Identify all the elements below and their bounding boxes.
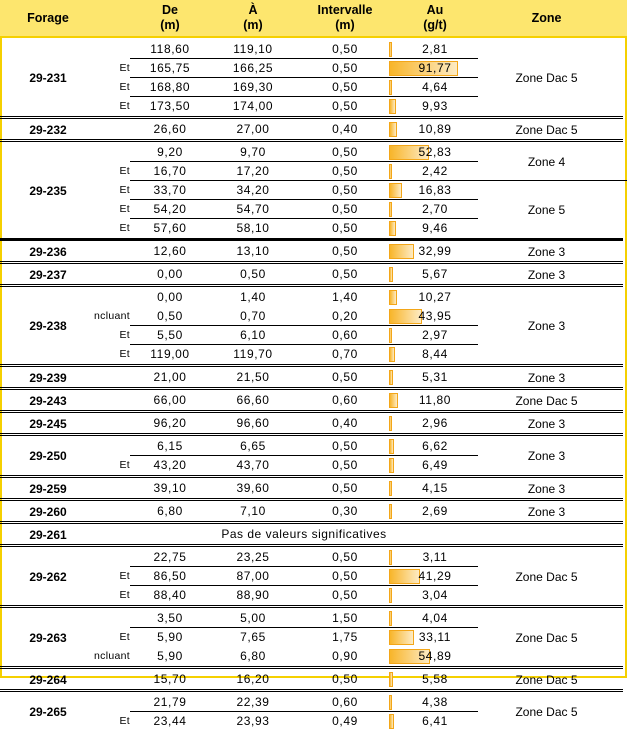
to-depth: 119,70 [233, 347, 273, 361]
forage-id: 29-236 [29, 244, 67, 259]
interval-length: 0,60 [332, 695, 358, 709]
to-depth: 7,65 [240, 630, 266, 644]
to-depth: 13,10 [236, 244, 270, 258]
interval-length: 0,60 [332, 393, 358, 407]
group-separator [0, 544, 623, 547]
to-depth: 6,80 [240, 649, 266, 663]
drillhole-group [0, 242, 627, 261]
row-divider [130, 77, 478, 78]
row-divider [130, 96, 478, 97]
to-depth: 119,10 [233, 42, 273, 56]
connector-label: ncluant [94, 650, 130, 662]
connector-label: Et [119, 203, 130, 215]
from-depth: 43,20 [153, 458, 187, 472]
interval-length: 0,50 [332, 458, 358, 472]
header-de [135, 0, 205, 36]
interval-length: 0,90 [332, 649, 358, 663]
drillhole-group [0, 437, 627, 475]
gold-grade: 3,04 [422, 588, 448, 602]
zone-label: Zone Dac 5 [515, 630, 578, 645]
zone-label: Zone Dac 5 [515, 393, 578, 408]
forage-id: 29-235 [29, 183, 67, 198]
forage-id: 29-232 [29, 122, 67, 137]
interval-length: 0,70 [332, 347, 358, 361]
to-depth: 0,70 [240, 309, 266, 323]
forage-id: 29-238 [29, 319, 67, 333]
header-au-unit: (g/t) [423, 18, 447, 32]
group-separator [0, 116, 623, 119]
from-depth: 0,00 [157, 267, 183, 281]
forage-id: 29-259 [29, 481, 67, 496]
grade-databar [389, 202, 392, 217]
header-forage [8, 0, 88, 36]
gold-grade: 8,44 [422, 347, 448, 361]
to-depth: 54,70 [236, 202, 270, 216]
from-depth: 54,20 [153, 202, 187, 216]
to-depth: 21,50 [236, 370, 270, 384]
interval-length: 0,50 [332, 550, 358, 564]
interval-length: 0,50 [332, 221, 358, 235]
drillhole-group [0, 548, 627, 605]
zone-label: Zone Dac 5 [515, 672, 578, 687]
row-divider [130, 585, 478, 586]
row-divider [130, 161, 478, 162]
gold-grade: 4,64 [422, 80, 448, 94]
drillhole-group [0, 40, 627, 116]
to-depth: 88,90 [236, 588, 270, 602]
connector-label: Et [119, 81, 130, 93]
forage-id: 29-231 [29, 71, 67, 85]
no-significant-values-note: Pas de valeurs significatives [221, 527, 387, 541]
from-depth: 168,80 [149, 80, 191, 94]
zone-label: Zone 3 [527, 370, 566, 385]
grade-databar [389, 416, 392, 431]
connector-label: Et [119, 631, 130, 643]
from-depth: 16,70 [153, 164, 187, 178]
to-depth: 17,20 [236, 164, 270, 178]
grade-databar [389, 504, 392, 519]
from-depth: 0,00 [157, 290, 183, 304]
grade-databar [389, 714, 394, 729]
drillhole-group [0, 265, 627, 284]
connector-label: Et [119, 62, 130, 74]
to-depth: 5,00 [240, 611, 266, 625]
from-depth: 165,75 [149, 61, 191, 75]
to-depth: 6,65 [240, 439, 266, 453]
zone-label: Zone Dac 5 [515, 705, 578, 719]
from-depth: 119,00 [150, 347, 190, 361]
interval-length: 0,50 [332, 99, 358, 113]
zone-label: Zone Dac 5 [515, 71, 578, 85]
connector-label: Et [119, 348, 130, 360]
drillhole-group [0, 609, 627, 666]
from-depth: 3,50 [157, 611, 183, 625]
to-depth: 96,60 [236, 416, 270, 430]
gold-grade: 16,83 [418, 183, 452, 197]
zone-label: Zone 3 [527, 449, 566, 463]
connector-label: Et [119, 165, 130, 177]
from-depth: 5,90 [157, 630, 183, 644]
connector-label: Et [119, 329, 130, 341]
header-a-unit: (m) [243, 18, 263, 32]
to-depth: 9,70 [240, 145, 266, 159]
to-depth: 34,20 [236, 183, 270, 197]
grade-databar [389, 80, 392, 95]
gold-grade: 33,11 [418, 630, 452, 644]
interval-length: 1,50 [332, 611, 358, 625]
gold-grade: 5,31 [422, 370, 448, 384]
interval-length: 0,50 [332, 42, 358, 56]
drillhole-group [0, 143, 627, 238]
forage-id: 29-239 [29, 370, 67, 385]
table-header [0, 0, 627, 38]
gold-grade: 11,80 [418, 393, 452, 407]
group-separator [0, 410, 623, 413]
to-depth: 169,30 [232, 80, 274, 94]
group-separator [0, 139, 623, 142]
group-separator [0, 433, 623, 436]
interval-length: 1,40 [332, 290, 358, 304]
forage-id: 29-262 [29, 569, 67, 584]
gold-grade: 5,67 [422, 267, 448, 281]
from-depth: 21,79 [153, 695, 187, 709]
forage-id: 29-260 [29, 504, 67, 519]
interval-length: 0,50 [332, 481, 358, 495]
gold-grade: 6,49 [422, 458, 448, 472]
zone-label: Zone 5 [527, 202, 566, 217]
gold-grade: 9,46 [422, 221, 448, 235]
header-a-label: À [248, 3, 258, 17]
grade-databar [389, 611, 392, 626]
gold-grade: 41,29 [418, 569, 452, 583]
row-divider [130, 455, 478, 456]
from-depth: 21,00 [153, 370, 187, 384]
drillhole-group [0, 693, 627, 731]
header-intervalle-label: Intervalle [317, 3, 373, 17]
from-depth: 86,50 [153, 569, 187, 583]
drillhole-group [0, 502, 627, 521]
interval-length: 0,50 [332, 145, 358, 159]
grade-databar [389, 99, 396, 114]
group-separator [0, 475, 623, 478]
to-depth: 39,60 [236, 481, 270, 495]
from-depth: 173,50 [149, 99, 191, 113]
from-depth: 9,20 [157, 145, 183, 159]
from-depth: 6,15 [157, 439, 183, 453]
header-au [400, 0, 470, 36]
header-forage-label: Forage [27, 10, 69, 25]
forage-id: 29-245 [29, 416, 67, 431]
group-separator [0, 521, 623, 524]
connector-label: Et [119, 100, 130, 112]
from-depth: 57,60 [153, 221, 187, 235]
to-depth: 66,60 [236, 393, 270, 407]
forage-id: 29-243 [29, 393, 67, 408]
grade-databar [389, 347, 395, 362]
row-divider [130, 344, 478, 345]
interval-length: 0,50 [332, 183, 358, 197]
drillhole-group [0, 120, 627, 139]
interval-length: 0,50 [332, 80, 358, 94]
grade-databar [389, 550, 392, 565]
header-de-unit: (m) [160, 18, 180, 32]
to-depth: 6,10 [240, 328, 266, 342]
zone-label: Zone 3 [527, 244, 566, 259]
header-au-label: Au [426, 3, 444, 17]
drillhole-group [0, 479, 627, 498]
grade-databar [389, 370, 393, 385]
header-a [218, 0, 288, 36]
interval-length: 0,20 [332, 309, 358, 323]
gold-grade: 2,69 [422, 504, 448, 518]
zone-label: Zone 3 [527, 416, 566, 431]
gold-grade: 52,83 [418, 145, 452, 159]
group-separator [0, 689, 623, 692]
row-divider [130, 711, 478, 712]
from-depth: 33,70 [153, 183, 187, 197]
zone-label: Zone 3 [527, 319, 566, 333]
to-depth: 23,25 [236, 550, 270, 564]
interval-length: 0,50 [332, 439, 358, 453]
zone-label: Zone Dac 5 [515, 569, 578, 584]
grade-databar [389, 588, 392, 603]
from-depth: 88,40 [153, 588, 187, 602]
from-depth: 5,90 [157, 649, 183, 663]
gold-grade: 10,27 [418, 290, 452, 304]
grade-databar [389, 122, 397, 137]
from-depth: 118,60 [150, 42, 190, 56]
header-de-label: De [162, 3, 178, 17]
to-depth: 27,00 [236, 122, 270, 136]
grade-databar [389, 695, 392, 710]
from-depth: 0,50 [157, 309, 183, 323]
zone-label: Zone 3 [527, 267, 566, 282]
gold-grade: 2,70 [422, 202, 448, 216]
gold-grade: 9,93 [422, 99, 448, 113]
header-zone-label: Zone [531, 10, 562, 25]
gold-grade: 54,89 [418, 649, 452, 663]
gold-grade: 5,58 [422, 672, 448, 686]
grade-databar [389, 267, 393, 282]
group-separator [0, 284, 623, 287]
gold-grade: 2,97 [422, 328, 448, 342]
to-depth: 43,70 [236, 458, 270, 472]
row-divider [130, 325, 478, 326]
to-depth: 23,93 [236, 714, 270, 728]
group-separator [0, 605, 623, 608]
interval-length: 0,40 [332, 122, 358, 136]
row-divider [130, 58, 478, 59]
connector-label: Et [119, 222, 130, 234]
gold-grade: 6,41 [422, 714, 448, 728]
header-zone [470, 0, 623, 36]
grade-databar [389, 458, 394, 473]
gold-grade: 2,96 [422, 416, 448, 430]
group-separator [0, 498, 623, 501]
interval-length: 0,50 [332, 569, 358, 583]
grade-databar [389, 481, 392, 496]
to-depth: 58,10 [236, 221, 270, 235]
forage-id: 29-237 [29, 267, 67, 282]
interval-length: 0,50 [332, 370, 358, 384]
connector-label: Et [119, 184, 130, 196]
interval-length: 0,50 [332, 61, 358, 75]
gold-grade: 4,04 [422, 611, 448, 625]
drillhole-group [0, 525, 627, 544]
drillhole-group [0, 391, 627, 410]
gold-grade: 43,95 [418, 309, 452, 323]
to-depth: 22,39 [236, 695, 270, 709]
to-depth: 1,40 [240, 290, 266, 304]
from-depth: 23,44 [153, 714, 187, 728]
interval-length: 0,50 [332, 672, 358, 686]
gold-grade: 3,11 [422, 550, 448, 564]
from-depth: 15,70 [153, 672, 187, 686]
from-depth: 6,80 [157, 504, 183, 518]
gold-grade: 4,38 [422, 695, 448, 709]
gold-grade: 4,15 [422, 481, 448, 495]
to-depth: 0,50 [240, 267, 266, 281]
interval-length: 0,50 [332, 202, 358, 216]
interval-length: 0,50 [332, 588, 358, 602]
group-separator [0, 261, 623, 264]
connector-label: Et [119, 715, 130, 727]
grade-databar [389, 164, 392, 179]
to-depth: 87,00 [236, 569, 270, 583]
gold-grade: 32,99 [418, 244, 452, 258]
grade-databar [389, 42, 392, 57]
drillhole-group [0, 288, 627, 364]
gold-grade: 91,77 [418, 61, 452, 75]
from-depth: 66,00 [153, 393, 187, 407]
to-depth: 174,00 [232, 99, 274, 113]
interval-length: 0,50 [332, 267, 358, 281]
to-depth: 166,25 [232, 61, 274, 75]
grade-databar [389, 439, 394, 454]
gold-grade: 2,42 [422, 164, 448, 178]
zone-label: Zone 3 [527, 481, 566, 496]
group-separator [0, 364, 623, 367]
row-divider [130, 218, 478, 219]
forage-id: 29-263 [29, 630, 67, 645]
from-depth: 26,60 [153, 122, 187, 136]
row-divider [130, 199, 478, 200]
interval-length: 0,30 [332, 504, 358, 518]
from-depth: 12,60 [153, 244, 187, 258]
from-depth: 22,75 [153, 550, 187, 564]
grade-databar [389, 290, 397, 305]
connector-label: Et [119, 589, 130, 601]
grade-databar [389, 221, 396, 236]
forage-id: 29-261 [29, 527, 67, 542]
zone-label: Zone 4 [527, 155, 566, 169]
connector-label: Et [119, 459, 130, 471]
to-depth: 16,20 [236, 672, 270, 686]
zone-label: Zone Dac 5 [515, 122, 578, 137]
from-depth: 5,50 [157, 328, 183, 342]
group-separator [0, 387, 623, 390]
header-intervalle [300, 0, 390, 36]
row-divider [130, 566, 478, 567]
from-depth: 39,10 [153, 481, 187, 495]
connector-label: ncluant [94, 310, 130, 322]
interval-length: 0,49 [332, 714, 358, 728]
gold-grade: 10,89 [418, 122, 452, 136]
forage-id: 29-265 [29, 705, 67, 719]
interval-length: 0,50 [332, 244, 358, 258]
drillhole-group [0, 368, 627, 387]
interval-length: 0,50 [332, 164, 358, 178]
forage-id: 29-250 [29, 449, 67, 463]
from-depth: 96,20 [153, 416, 187, 430]
header-intervalle-unit: (m) [335, 18, 355, 32]
grade-databar [389, 328, 392, 343]
forage-id: 29-264 [29, 672, 67, 687]
group-separator [0, 666, 623, 669]
interval-length: 0,60 [332, 328, 358, 342]
drillhole-group [0, 414, 627, 433]
connector-label: Et [119, 570, 130, 582]
interval-length: 1,75 [332, 630, 358, 644]
grade-databar [389, 393, 398, 408]
gold-grade: 6,62 [422, 439, 448, 453]
group-separator [0, 238, 623, 241]
zone-label: Zone 3 [527, 504, 566, 519]
row-divider [130, 627, 478, 628]
interval-length: 0,40 [332, 416, 358, 430]
gold-grade: 2,81 [422, 42, 448, 56]
to-depth: 7,10 [240, 504, 266, 518]
